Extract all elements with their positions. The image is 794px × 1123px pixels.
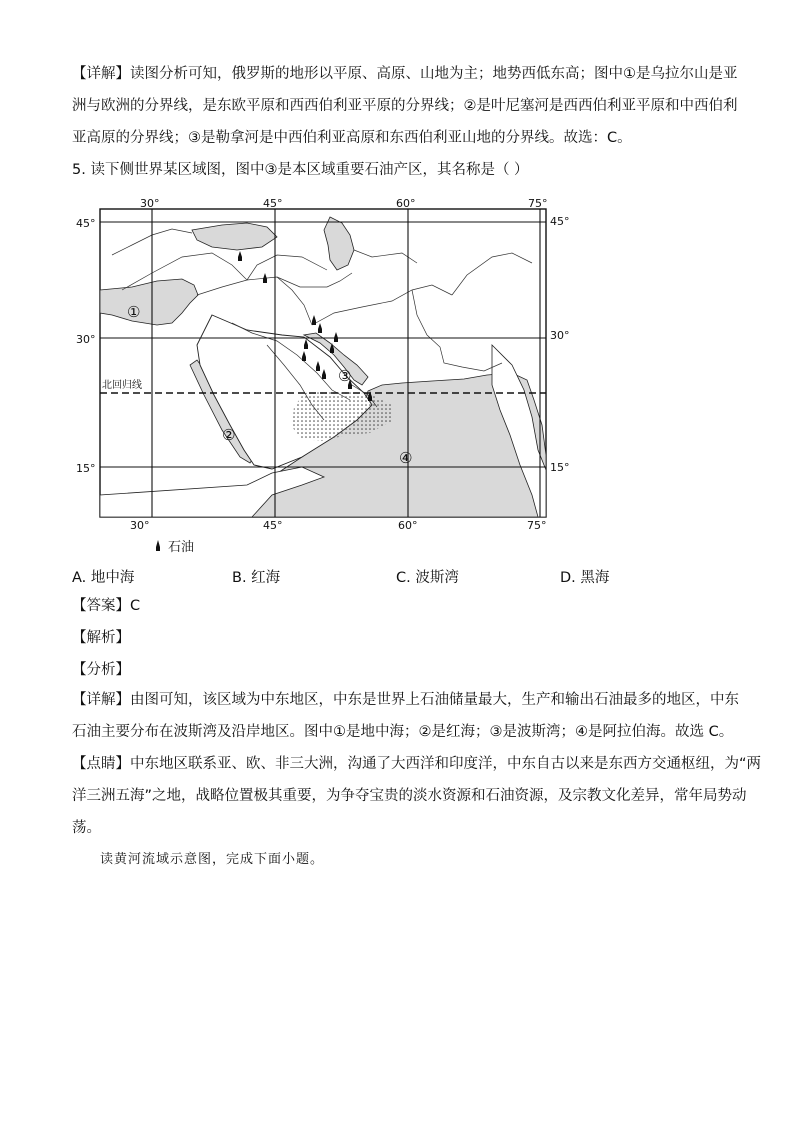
explanation-line-3: 亚高原的分界线；③是勒拿河是中西伯利亚高原和东西伯利亚山地的分界线。故选：C。 <box>72 130 632 146</box>
note-line-2: 洋三洲五海”之地，战略位置极其重要，为争夺宝贵的淡水资源和石油资源，及宗教文化差异，常年局势动 <box>72 788 747 804</box>
bottom-tick-75: 75° <box>527 519 547 532</box>
label-circle-1: ① <box>127 303 141 321</box>
explanation-line-2: 洲与欧洲的分界线，是东欧平原和西西伯利亚平原的分界线；②是叶尼塞河是西西伯利亚平原和中西伯利 <box>72 98 738 114</box>
right-tick-45: 45° <box>550 215 570 228</box>
top-tick-60: 60° <box>396 197 416 210</box>
top-tick-30: 30° <box>140 197 160 210</box>
detail-line-2: 石油主要分布在波斯湾及沿岸地区。图中①是地中海；②是红海；③是波斯湾；④是阿拉伯海。故选 C。 <box>72 724 734 740</box>
legend-label: 石油 <box>168 540 195 555</box>
option-a[interactable]: A. 地中海 <box>72 570 135 586</box>
left-tick-45: 45° <box>76 217 96 230</box>
option-b[interactable]: B. 红海 <box>232 570 281 586</box>
right-tick-15: 15° <box>550 461 570 474</box>
note-line-3: 荡。 <box>72 820 101 836</box>
top-tick-45: 45° <box>263 197 283 210</box>
explanation-line-1: 【详解】读图分析可知，俄罗斯的地形以平原、高原、山地为主；地势西低东高；图中①是乌拉尔山是亚 <box>72 66 738 82</box>
next-question-intro: 读黄河流域示意图，完成下面小题。 <box>100 852 325 867</box>
analysis-heading: 【解析】 <box>72 630 130 646</box>
note-line-1: 【点睛】中东地区联系亚、欧、非三大洲，沟通了大西洋和印度洋，中东自古以来是东西方交通枢纽，为“两 <box>72 756 762 772</box>
bottom-tick-45: 45° <box>263 519 283 532</box>
answer-options <box>72 566 732 588</box>
answer-line: 【答案】C <box>72 598 141 614</box>
question-5: 5. 读下侧世界某区域图，图中③是本区域重要石油产区，其名称是（ ） <box>72 162 529 178</box>
top-tick-75: 75° <box>528 197 548 210</box>
right-tick-30: 30° <box>550 329 570 342</box>
label-circle-2: ② <box>222 426 236 444</box>
left-tick-15: 15° <box>76 462 96 475</box>
label-circle-4: ④ <box>399 449 413 467</box>
option-d[interactable]: D. 黑海 <box>560 570 610 586</box>
fenxi-heading: 【分析】 <box>72 662 130 678</box>
left-tick-30: 30° <box>76 333 96 346</box>
detail-line-1: 【详解】由图可知，该区域为中东地区，中东是世界上石油储量最大，生产和输出石油最多的地区，中东 <box>72 692 739 708</box>
oil-legend-icon <box>156 540 160 551</box>
bottom-tick-30: 30° <box>130 519 150 532</box>
middle-east-map <box>72 195 570 555</box>
option-c[interactable]: C. 波斯湾 <box>396 570 459 586</box>
bottom-tick-60: 60° <box>398 519 418 532</box>
label-circle-3: ③ <box>338 367 352 385</box>
tropic-label: 北回归线 <box>102 380 142 391</box>
